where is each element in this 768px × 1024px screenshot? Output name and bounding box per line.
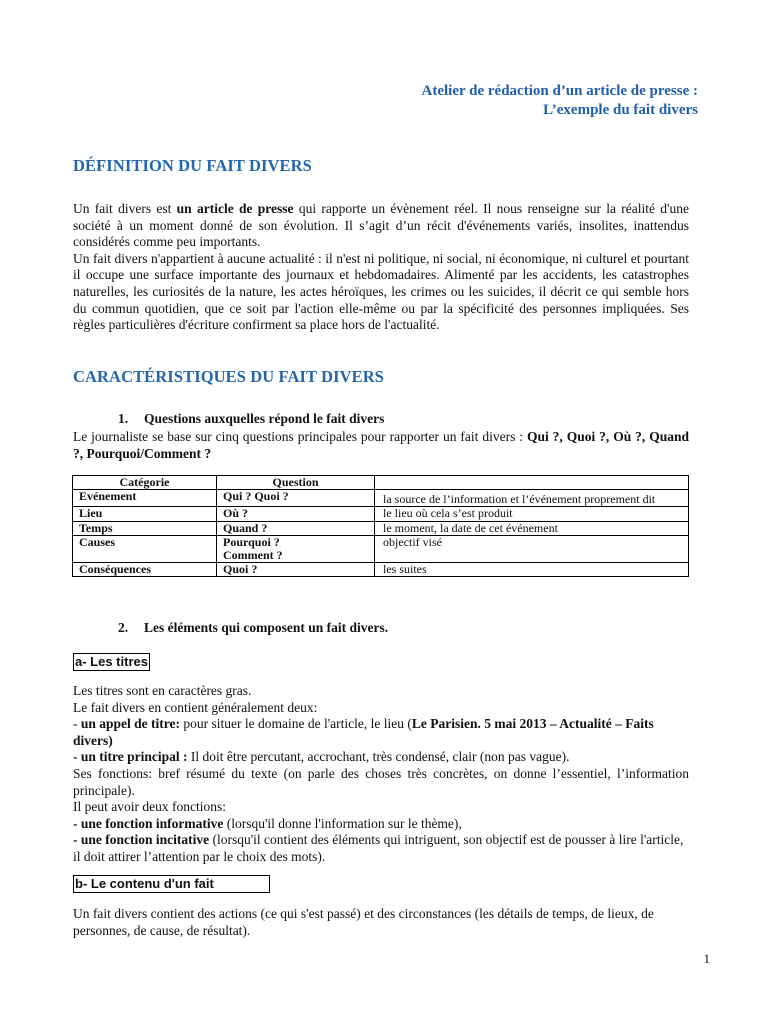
table-row — [73, 507, 689, 521]
subsection-title: Questions auxquelles répond le fait divers — [144, 411, 385, 426]
text-line: Il peut avoir deux fonctions: — [73, 799, 226, 815]
table-header-question: Question — [217, 476, 375, 490]
section-heading-definition: DÉFINITION DU FAIT DIVERS — [73, 156, 312, 175]
text-run: Il doit être percutant, accrochant, très condensé, clair (non pas vague). — [187, 749, 570, 765]
boxed-label-titres: a- Les titres — [75, 654, 148, 669]
table-cell-question: Quoi ? — [217, 563, 375, 577]
table-cell-category: Conséquences — [73, 563, 217, 577]
table-row — [73, 563, 689, 577]
table-header-empty — [375, 476, 689, 490]
table-cell-description: la source de l’information et l’événement proprement dit — [375, 490, 689, 507]
table-cell-category: Temps — [73, 521, 217, 535]
table-row — [73, 490, 689, 507]
table-cell-question: Qui ? Quoi ? — [217, 490, 375, 507]
text-run: (lorsqu'il donne l'information sur le thème), — [223, 815, 462, 831]
page-number: 1 — [703, 951, 710, 966]
table-cell-description: objectif visé — [375, 535, 689, 562]
table-cell-category: Evénement — [73, 490, 217, 507]
text-line: Un fait divers contient des actions (ce qui s'est passé) et des circonstances (les détails de temps, de lieux, de personnes, de cause, de résultat). — [73, 906, 654, 938]
subsection-number: 1. — [118, 411, 129, 426]
text-run: - — [73, 716, 81, 732]
table-cell-question: Où ? — [217, 507, 375, 521]
definition-text — [73, 201, 689, 334]
table-row — [73, 535, 689, 562]
table-cell-description: les suites — [375, 563, 689, 577]
titres-text — [73, 683, 689, 866]
subsection-number: 2. — [118, 620, 129, 635]
table-cell-category: Lieu — [73, 507, 217, 521]
text-line: Ses fonctions: bref résumé du texte (on parle des choses très concrètes, on donne l’essentiel, l’information principale). — [73, 765, 689, 798]
table-cell-question — [217, 535, 375, 562]
bold-term: un appel de titre: — [80, 716, 181, 732]
text-run: Le journaliste se base sur cinq questions principales pour rapporter un fait divers : — [73, 429, 527, 444]
table-cell-question: Quand ? — [217, 521, 375, 535]
text-line — [73, 749, 689, 766]
bold-term: - un titre principal : — [73, 749, 188, 765]
text-run: (lorsqu'il contient des éléments qui intriguent, son objectif est de pousser à lire l'article, il doit attirer l’attention par le choix des mots). — [73, 832, 684, 864]
section-heading-characteristics: CARACTÉRISTIQUES DU FAIT DIVERS — [73, 367, 385, 386]
question-line: Comment ? — [223, 548, 283, 563]
table-header-row — [73, 476, 689, 490]
definition-paragraph-1 — [73, 201, 689, 251]
text-line — [73, 816, 689, 833]
text-run: pour situer le domaine de l'article, le lieu ( — [180, 716, 412, 732]
text-line: Les titres sont en caractères gras. — [73, 683, 252, 698]
text-line: Le fait divers en contient généralement deux: — [73, 699, 318, 715]
text-run: Un fait divers est — [73, 201, 177, 216]
document-title — [422, 82, 698, 120]
text-line — [73, 832, 689, 865]
title-line-2: L’exemple du fait divers — [543, 102, 698, 118]
table-cell-category: Causes — [73, 535, 217, 562]
subsection-title: Les éléments qui composent un fait divers. — [144, 620, 389, 635]
bold-questions: Qui ?, Quoi ?, Où ?, Quand ?, Pourquoi/Comment ? — [73, 429, 689, 461]
boxed-label-contenu: b- Le contenu d'un fait — [73, 875, 270, 893]
bold-term: - une fonction incitative — [73, 832, 210, 848]
table-cell-description: le lieu où cela s’est produit — [375, 507, 689, 521]
bold-term: un article de presse — [176, 201, 294, 216]
questions-table — [72, 475, 689, 577]
bold-term: - une fonction informative — [73, 815, 224, 831]
title-line-1: Atelier de rédaction d’un article de presse : — [421, 83, 698, 99]
table-cell-description: le moment, la date de cet événement — [375, 521, 689, 535]
definition-paragraph-2: Un fait divers n'appartient à aucune actualité : il n'est ni politique, ni social, ni économique, ni culturel et pourtant il occupe une surface importante des journaux et hebdomadaires. Alimenté par les accidents, les catastrophes naturelles, les curiosités de la nature, les actes héroïques, les crimes ou les suicides, il décrit ce qui semble hors du commun quotidien, que ce soit par l'action elle-même ou par la spécificité des personnes impliquées. Ses règles particulières d'écriture confirment sa place hors de l'actualité. — [73, 250, 689, 333]
subsection-heading-1 — [118, 411, 384, 427]
text-line — [73, 716, 689, 749]
table-row — [73, 521, 689, 535]
bold-term: Le Parisien. 5 mai 2013 – Actualité – Faits divers) — [73, 716, 654, 748]
subsection-heading-2 — [118, 620, 388, 636]
table-header-category: Catégorie — [73, 476, 217, 490]
text-run: qui rapporte un évènement réel. Il nous renseigne sur la réalité d'une société à un moment donné de son évolution. Il s’agit d’un récit d'événements variés, insolites, inattendus considérés comme peu importants. — [73, 201, 689, 250]
question-line: Pourquoi ? — [223, 534, 280, 549]
contenu-text — [73, 906, 689, 939]
questions-intro — [73, 429, 689, 462]
